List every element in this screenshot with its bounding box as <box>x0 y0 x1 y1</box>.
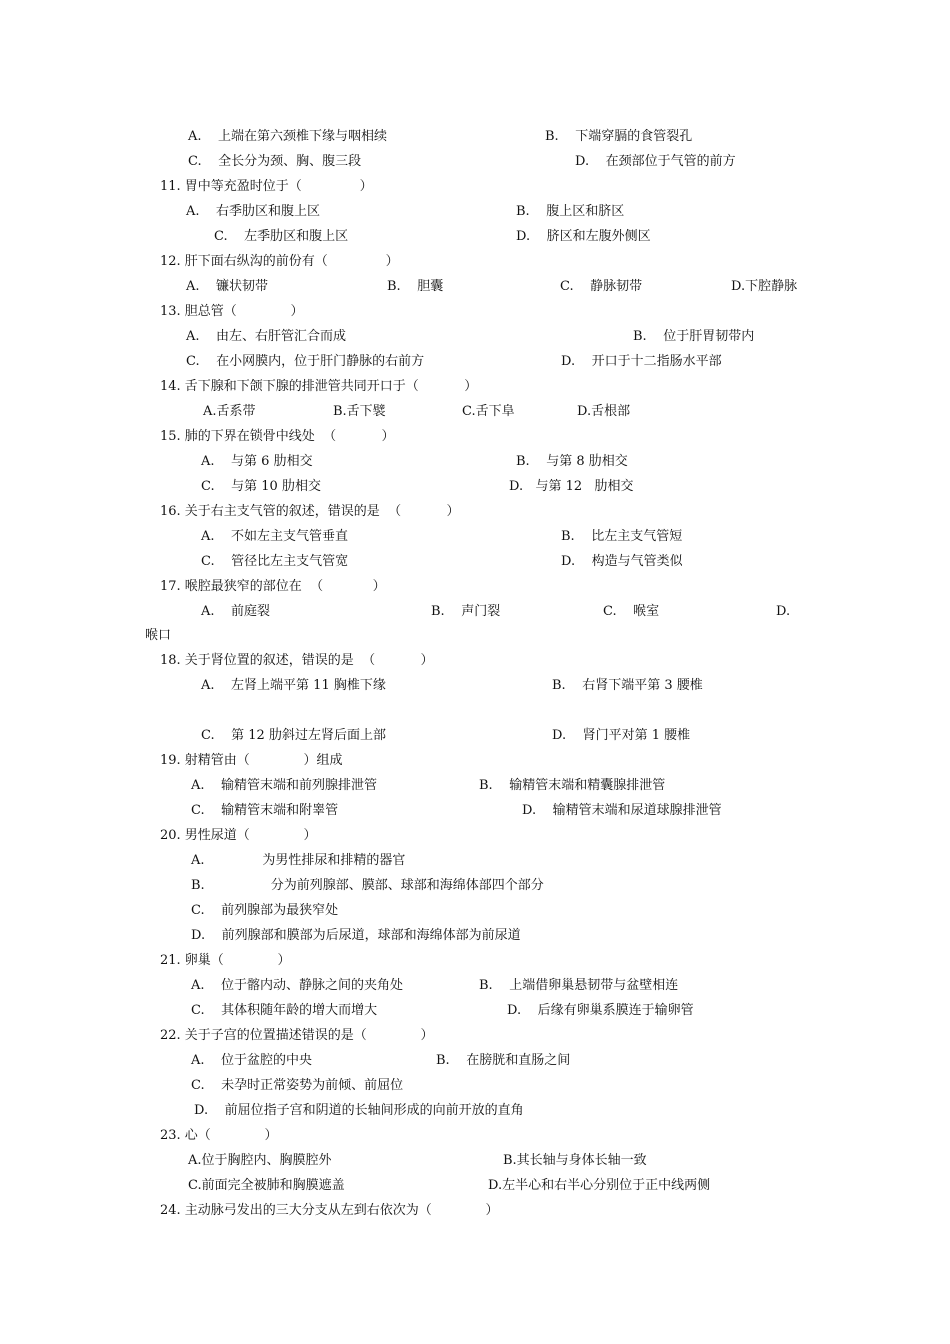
option-23-a: A.位于胸腔内、胸膜腔外 <box>188 1153 332 1168</box>
option-16-d: D. 构造与气管类似 <box>561 554 683 569</box>
option-21-c: C. 其体积随年龄的增大而增大 <box>191 1003 378 1018</box>
option-18-c: C. 第 12 肋斜过左肾后面上部 <box>201 728 386 743</box>
option-17-a: A. 前庭裂 <box>201 604 271 619</box>
option-11-b: B. 腹上区和脐区 <box>516 204 625 219</box>
option-10-b: B. 下端穿膈的食管裂孔 <box>545 129 693 144</box>
option-14-c: C.舌下阜 <box>462 404 515 419</box>
option-10-c: C. 全长分为颈、胸、腹三段 <box>188 154 362 169</box>
question-12: 12. 肝下面右纵沟的前份有（ ） <box>160 254 399 269</box>
option-14-d: D.舌根部 <box>577 404 631 419</box>
option-15-a: A. 与第 6 肋相交 <box>201 454 313 469</box>
option-14-b: B.舌下襞 <box>333 404 386 419</box>
option-18-d: D. 肾门平对第 1 腰椎 <box>552 728 691 743</box>
option-23-d: D.左半心和右半心分别位于正中线两侧 <box>488 1178 711 1193</box>
question-20: 20. 男性尿道（ ） <box>160 828 317 843</box>
option-23-b: B.其长轴与身体长轴一致 <box>503 1153 647 1168</box>
option-10-d: D. 在颈部位于气管的前方 <box>575 154 736 169</box>
option-15-d: D. 与第 12 肋相交 <box>509 479 634 494</box>
option-13-b: B. 位于肝胃韧带内 <box>633 329 755 344</box>
option-22-c: C. 未孕时正常姿势为前倾、前屈位 <box>191 1078 404 1093</box>
question-21: 21. 卵巢（ ） <box>160 953 291 968</box>
option-12-a: A. 镰状韧带 <box>186 279 269 294</box>
option-19-c: C. 输精管末端和附睾管 <box>191 803 339 818</box>
question-22: 22. 关于子宫的位置描述错误的是（ ） <box>160 1028 434 1043</box>
option-13-c: C. 在小网膜内，位于肝门静脉的右前方 <box>186 354 425 369</box>
option-12-b: B. 胆囊 <box>387 279 444 294</box>
option-14-a: A.舌系带 <box>203 404 256 419</box>
option-20-d: D. 前列腺部和膜部为后尿道，球部和海绵体部为前尿道 <box>191 928 521 943</box>
option-13-a: A. 由左、右肝管汇合而成 <box>186 329 347 344</box>
option-16-a: A. 不如左主支气管垂直 <box>201 529 349 544</box>
option-22-a: A. 位于盆腔的中央 <box>191 1053 313 1068</box>
option-23-c: C.前面完全被肺和胸膜遮盖 <box>188 1178 345 1193</box>
option-13-d: D. 开口于十二指肠水平部 <box>561 354 722 369</box>
option-11-c: C. 左季肋区和腹上区 <box>214 229 349 244</box>
question-15: 15. 肺的下界在锁骨中线处 （ ） <box>160 429 395 444</box>
question-18: 18. 关于肾位置的叙述，错误的是 （ ） <box>160 653 434 668</box>
option-12-c: C. 静脉韧带 <box>560 279 643 294</box>
question-16: 16. 关于右主支气管的叙述，错误的是 （ ） <box>160 504 460 519</box>
option-21-b: B. 上端借卵巢悬韧带与盆壁相连 <box>479 978 679 993</box>
option-11-d: D. 脐区和左腹外侧区 <box>516 229 651 244</box>
option-17-d: D. <box>776 604 791 619</box>
option-22-b: B. 在膀胱和直肠之间 <box>436 1053 571 1068</box>
option-16-c: C. 管径比左主支气管宽 <box>201 554 349 569</box>
option-19-a: A. 输精管末端和前列腺排泄管 <box>191 778 378 793</box>
option-22-d: D. 前屈位指子宫和阴道的长轴间形成的向前开放的直角 <box>194 1103 524 1118</box>
option-19-b: B. 输精管末端和精囊腺排泄管 <box>479 778 666 793</box>
option-21-a: A. 位于髂内动、静脉之间的夹角处 <box>191 978 404 993</box>
option-15-c: C. 与第 10 肋相交 <box>201 479 321 494</box>
option-20-c: C. 前列腺部为最狭窄处 <box>191 903 339 918</box>
question-14: 14. 舌下腺和下颌下腺的排泄管共同开口于（ ） <box>160 379 478 394</box>
option-18-b: B. 右肾下端平第 3 腰椎 <box>552 678 703 693</box>
option-19-d: D. 输精管末端和尿道球腺排泄管 <box>522 803 722 818</box>
option-21-d: D. 后缘有卵巢系膜连于输卵管 <box>507 1003 694 1018</box>
question-17: 17. 喉腔最狭窄的部位在 （ ） <box>160 579 386 594</box>
option-20-b: B. 分为前列腺部、膜部、球部和海绵体部四个部分 <box>191 878 544 893</box>
option-17-d-text: 喉口 <box>145 628 172 643</box>
question-13: 13. 胆总管（ ） <box>160 304 304 319</box>
question-19: 19. 射精管由（ ）组成 <box>160 753 343 768</box>
option-20-a: A. 为男性排尿和排精的器官 <box>191 853 406 868</box>
option-17-b: B. 声门裂 <box>431 604 501 619</box>
question-11: 11. 胃中等充盈时位于（ ） <box>160 179 373 194</box>
option-16-b: B. 比左主支气管短 <box>561 529 683 544</box>
question-23: 23. 心（ ） <box>160 1128 278 1143</box>
option-18-a: A. 左肾上端平第 11 胸椎下缘 <box>201 678 386 693</box>
option-11-a: A. 右季肋区和腹上区 <box>186 204 321 219</box>
option-10-a: A. 上端在第六颈椎下缘与咽相续 <box>188 129 388 144</box>
option-12-d: D.下腔静脉 <box>731 279 798 294</box>
option-17-c: C. 喉室 <box>603 604 660 619</box>
question-24: 24. 主动脉弓发出的三大分支从左到右依次为（ ） <box>160 1203 499 1218</box>
option-15-b: B. 与第 8 肋相交 <box>516 454 628 469</box>
